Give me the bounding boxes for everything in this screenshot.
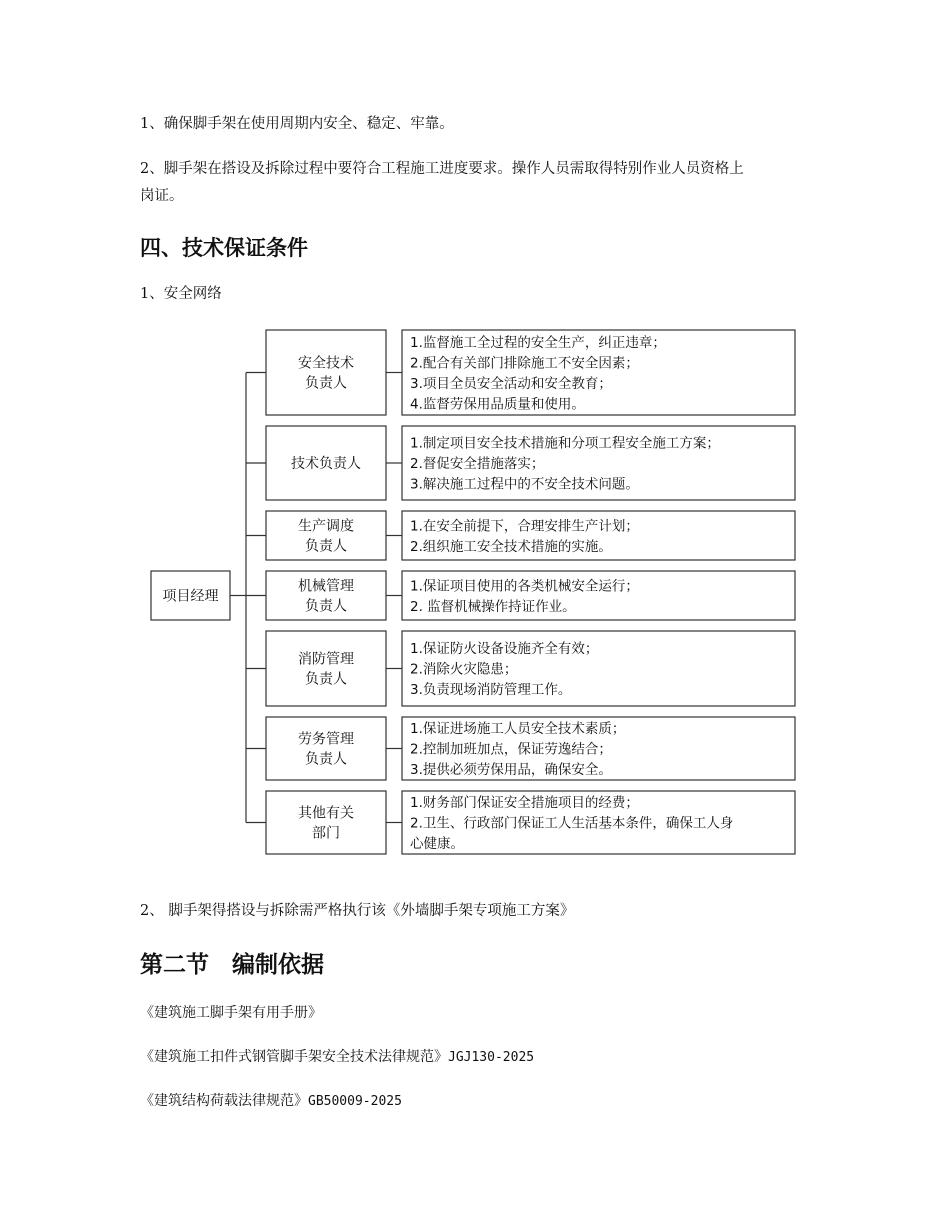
duty-line: 1.保证防火设备设施齐全有效；	[410, 641, 599, 657]
reference-item-1	[140, 1002, 322, 1022]
reference-title: 《建筑结构荷载法律规范》	[140, 1093, 308, 1109]
duty-line: 1.在安全前提下，合理安排生产计划；	[410, 518, 639, 535]
root-label: 项目经理	[162, 588, 219, 605]
role-box	[266, 330, 386, 415]
role-label: 负责人	[305, 375, 347, 392]
safety-network-org-chart	[0, 320, 950, 860]
duty-line: 2. 监督机械操作持证作业。	[410, 598, 576, 615]
duty-line: 2.配合有关部门排除施工不安全因素；	[410, 355, 639, 372]
role-box	[266, 717, 386, 780]
duty-line: 2.组织施工安全技术措施的实施。	[410, 538, 612, 555]
role-label: 负责人	[305, 751, 347, 768]
reference-code: JGJ130-2025	[448, 1050, 535, 1065]
duty-line: 1.财务部门保证安全措施项目的经费；	[410, 795, 639, 811]
role-box	[266, 631, 386, 706]
reference-item-2	[140, 1046, 534, 1066]
section-heading-basis: 第二节 编制依据	[140, 952, 324, 978]
org-branch	[266, 511, 795, 560]
org-branch	[266, 426, 795, 500]
duty-line: 1.制定项目安全技术措施和分项工程安全施工方案；	[410, 435, 720, 452]
reference-title: 《建筑施工扣件式钢管脚手架安全技术法律规范》	[140, 1049, 448, 1065]
role-label: 生产调度	[298, 518, 354, 535]
org-branch	[266, 330, 795, 415]
duty-line: 3.解决施工过程中的不安全技术问题。	[410, 476, 639, 493]
duty-line: 心健康。	[410, 836, 464, 852]
duty-line: 1.保证项目使用的各类机械安全运行；	[410, 578, 639, 595]
role-label: 机械管理	[298, 578, 354, 595]
duty-line: 2.消除火灾隐患；	[410, 661, 518, 678]
paragraph-2-line-1: 2、脚手架在搭设及拆除过程中要符合工程施工进度要求。操作人员需取得特别作业人员资格上	[140, 161, 744, 177]
duty-line: 2.控制加班加点，保证劳逸结合；	[410, 741, 612, 758]
reference-item-3	[140, 1090, 402, 1110]
duty-line: 2.督促安全措施落实；	[410, 456, 545, 472]
org-branch	[266, 791, 795, 854]
role-label: 劳务管理	[298, 731, 354, 748]
reference-code: GB50009-2025	[308, 1094, 402, 1109]
role-label: 安全技术	[298, 355, 354, 372]
paragraph-2-line-2: 岗证。	[140, 188, 184, 204]
duty-line: 4.监督劳保用品质量和使用。	[410, 396, 585, 413]
duty-line: 2.卫生、行政部门保证工人生活基本条件，确保工人身	[410, 815, 734, 832]
role-box	[266, 791, 386, 854]
role-label: 负责人	[305, 598, 347, 615]
role-label: 其他有关	[298, 805, 354, 822]
duty-line: 1.监督施工全过程的安全生产，纠正违章；	[410, 334, 666, 351]
org-branch	[266, 571, 795, 620]
subheading-safety-network: 1、安全网络	[140, 286, 222, 302]
role-label: 消防管理	[298, 651, 354, 668]
org-branch	[266, 631, 795, 706]
duty-line: 1.保证进场施工人员安全技术素质；	[410, 721, 626, 737]
org-branch	[266, 717, 795, 780]
role-label: 部门	[312, 825, 340, 842]
duty-line: 3.项目全员安全活动和安全教育；	[410, 375, 612, 392]
paragraph-after-chart: 2、 脚手架得搭设与拆除需严格执行该《外墙脚手架专项施工方案》	[140, 903, 575, 919]
duty-line: 3.负责现场消防管理工作。	[410, 682, 572, 698]
reference-title: 《建筑施工脚手架有用手册》	[140, 1005, 322, 1021]
role-label: 技术负责人	[291, 456, 361, 472]
role-label: 负责人	[305, 538, 347, 555]
section-heading-technical-guarantee: 四、技术保证条件	[140, 236, 308, 260]
role-label: 负责人	[305, 671, 347, 688]
paragraph-1: 1、确保脚手架在使用周期内安全、稳定、牢靠。	[140, 116, 454, 132]
duty-line: 3.提供必须劳保用品，确保安全。	[410, 762, 612, 778]
